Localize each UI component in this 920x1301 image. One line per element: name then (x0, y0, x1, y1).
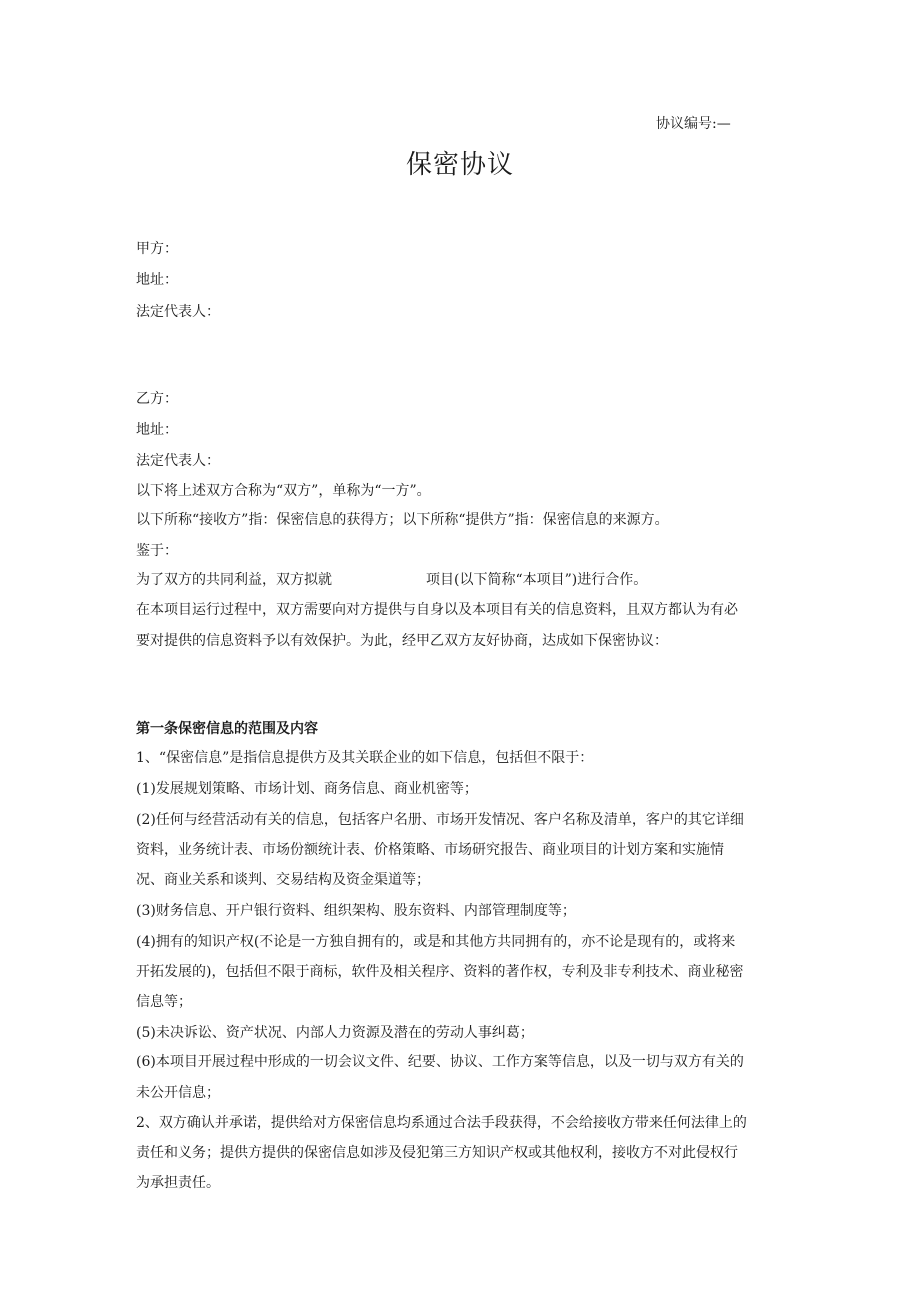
preamble-whereas: 鉴于： (136, 543, 178, 559)
party-a-representative-label: 法定代表人： (136, 304, 220, 320)
article-1-line: 责任和义务；提供方提供的保密信息如涉及侵犯第三方知识产权或其他权利，接收方不对此侵权行 (136, 1145, 738, 1161)
article-1-line: 信息等； (136, 994, 192, 1010)
preamble-line-purpose-1: 在本项目运行过程中，双方需要向对方提供与自身以及本项目有关的信息资料，且双方都认为有必 (136, 602, 738, 618)
article-1-line: 开拓发展的)，包括但不限于商标，软件及相关程序、资料的著作权，专利及非专利技术、商业秘密 (136, 964, 744, 980)
party-b-address-label: 地址： (136, 422, 178, 438)
preamble-line-purpose-2: 要对提供的信息资料予以有效保护。为此，经甲乙双方友好协商，达成如下保密协议： (136, 633, 668, 649)
preamble-line-definitions: 以下所称“接收方”指：保密信息的获得方；以下所称“提供方”指：保密信息的来源方。 (136, 512, 669, 528)
article-1-line: 未公开信息； (136, 1085, 220, 1101)
party-a-label: 甲方： (136, 241, 178, 257)
agreement-number: 协议编号:— (656, 116, 731, 132)
article-1-line: (2)任何与经营活动有关的信息，包括客户名册、市场开发情况、客户名称及清单，客户的其它详细 (136, 812, 744, 828)
article-1-line: 为承担责任。 (136, 1175, 220, 1191)
preamble-project-left: 为了双方的共同利益，双方拟就 (136, 572, 332, 588)
article-1-line: 资料，业务统计表、市场份额统计表、价格策略、市场研究报告、商业项目的计划方案和实施情 (136, 842, 724, 858)
preamble-line-collective: 以下将上述双方合称为“双方”，单称为“一方”。 (136, 483, 431, 499)
party-b-representative-label: 法定代表人： (136, 453, 220, 469)
article-1-line: (4)拥有的知识产权(不论是一方独自拥有的，或是和其他方共同拥有的，亦不论是现有的，或将来 (136, 934, 736, 950)
party-a-address-label: 地址： (136, 272, 178, 288)
article-1-line: (1)发展规划策略、市场计划、商务信息、商业机密等； (136, 781, 478, 797)
article-1-line: 1、“保密信息”是指信息提供方及其关联企业的如下信息，包括但不限于： (136, 750, 594, 766)
article-1-line: (6)本项目开展过程中形成的一切会议文件、纪要、协议、工作方案等信息，以及一切与双方有关的 (136, 1054, 744, 1070)
article-1-line: 况、商业关系和谈判、交易结构及资金渠道等； (136, 872, 430, 888)
article-1-heading: 第一条保密信息的范围及内容 (136, 721, 318, 737)
article-1-line: 2、双方确认并承诺，提供给对方保密信息均系通过合法手段获得，不会给接收方带来任何法律上的 (136, 1115, 747, 1131)
article-1-line: (3)财务信息、开户银行资料、组织架构、股东资料、内部管理制度等； (136, 903, 576, 919)
article-1-line: (5)未决诉讼、资产状况、内部人力资源及潜在的劳动人事纠葛； (136, 1025, 534, 1041)
preamble-project-right: 项目(以下简称“本项目”)进行合作。 (426, 572, 648, 588)
party-b-label: 乙方： (136, 391, 178, 407)
document-title: 保密协议 (405, 150, 514, 180)
